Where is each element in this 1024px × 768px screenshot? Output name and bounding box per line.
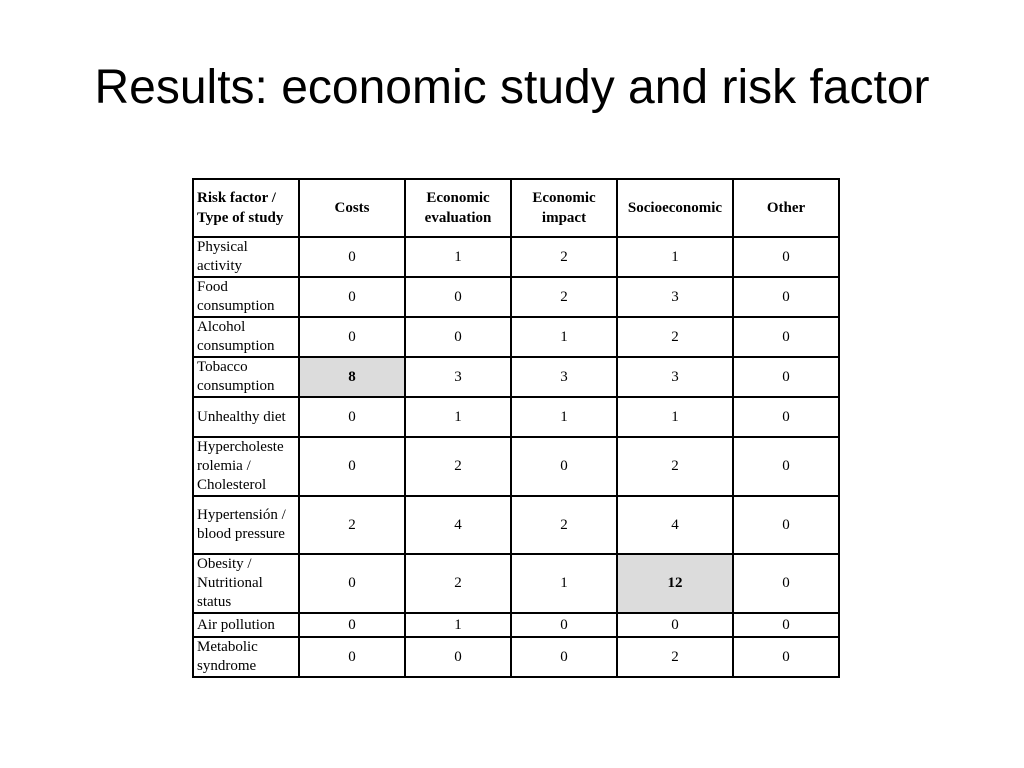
table-cell: 2 [617, 437, 733, 496]
table-cell: 0 [511, 637, 617, 677]
table-row [193, 637, 839, 677]
table-cell: 1 [617, 237, 733, 277]
table-cell: 0 [733, 237, 839, 277]
results-table [192, 178, 840, 678]
table-row [193, 437, 839, 496]
row-label: Unhealthy diet [193, 397, 299, 437]
table-row [193, 496, 839, 554]
table-cell: 0 [299, 613, 405, 637]
header-economic-evaluation: Economic evaluation [405, 179, 511, 237]
table-row [193, 357, 839, 397]
header-costs: Costs [299, 179, 405, 237]
table-cell: 0 [733, 496, 839, 554]
table-row [193, 613, 839, 637]
row-label: Hypertensión / blood pressure [193, 496, 299, 554]
table-cell: 0 [733, 397, 839, 437]
table-cell: 0 [733, 613, 839, 637]
table-cell: 2 [299, 496, 405, 554]
highlighted-cell: 8 [299, 357, 405, 397]
table-cell: 0 [733, 637, 839, 677]
table-cell: 0 [405, 637, 511, 677]
table-cell: 2 [511, 496, 617, 554]
table-cell: 2 [405, 554, 511, 613]
row-label: Tobacco consumption [193, 357, 299, 397]
table-cell: 0 [733, 317, 839, 357]
table-cell: 0 [511, 613, 617, 637]
table-row [193, 277, 839, 317]
slide-title: Results: economic study and risk factor [94, 61, 930, 114]
table-row [193, 237, 839, 277]
table-cell: 0 [733, 277, 839, 317]
table-cell: 2 [405, 437, 511, 496]
table-cell: 0 [299, 277, 405, 317]
table-cell: 0 [299, 637, 405, 677]
table-cell: 2 [617, 637, 733, 677]
table-cell: 3 [617, 357, 733, 397]
header-other: Other [733, 179, 839, 237]
table-cell: 1 [511, 397, 617, 437]
table-cell: 0 [733, 554, 839, 613]
highlighted-cell: 12 [617, 554, 733, 613]
table-cell: 0 [405, 317, 511, 357]
row-label: Alcohol consumption [193, 317, 299, 357]
row-label: Metabolic syndrome [193, 637, 299, 677]
table-cell: 1 [405, 397, 511, 437]
header-socioeconomic: Socioeconomic [617, 179, 733, 237]
table-cell: 2 [511, 277, 617, 317]
table-cell: 3 [511, 357, 617, 397]
row-label: Food consumption [193, 277, 299, 317]
table-cell: 0 [405, 277, 511, 317]
table-cell: 0 [733, 437, 839, 496]
table-cell: 1 [405, 613, 511, 637]
table-cell: 1 [405, 237, 511, 277]
table-cell: 3 [405, 357, 511, 397]
results-table-container [192, 178, 840, 678]
table-cell: 1 [617, 397, 733, 437]
table-cell: 1 [511, 317, 617, 357]
table-cell: 4 [405, 496, 511, 554]
row-label: Air pollution [193, 613, 299, 637]
row-label: Physical activity [193, 237, 299, 277]
header-risk-factor: Risk factor / Type of study [193, 179, 299, 237]
table-cell: 0 [299, 317, 405, 357]
table-cell: 0 [733, 357, 839, 397]
row-label: Obesity / Nutritional status [193, 554, 299, 613]
table-header-row [193, 179, 839, 237]
table-cell: 0 [299, 554, 405, 613]
table-cell: 3 [617, 277, 733, 317]
row-label: Hypercholeste rolemia / Cholesterol [193, 437, 299, 496]
table-cell: 1 [511, 554, 617, 613]
table-row [193, 397, 839, 437]
table-cell: 0 [299, 397, 405, 437]
table-row [193, 554, 839, 613]
table-cell: 2 [617, 317, 733, 357]
table-cell: 0 [299, 437, 405, 496]
table-row [193, 317, 839, 357]
table-cell: 0 [299, 237, 405, 277]
table-cell: 2 [511, 237, 617, 277]
header-economic-impact: Economic impact [511, 179, 617, 237]
table-cell: 0 [617, 613, 733, 637]
table-cell: 4 [617, 496, 733, 554]
table-cell: 0 [511, 437, 617, 496]
